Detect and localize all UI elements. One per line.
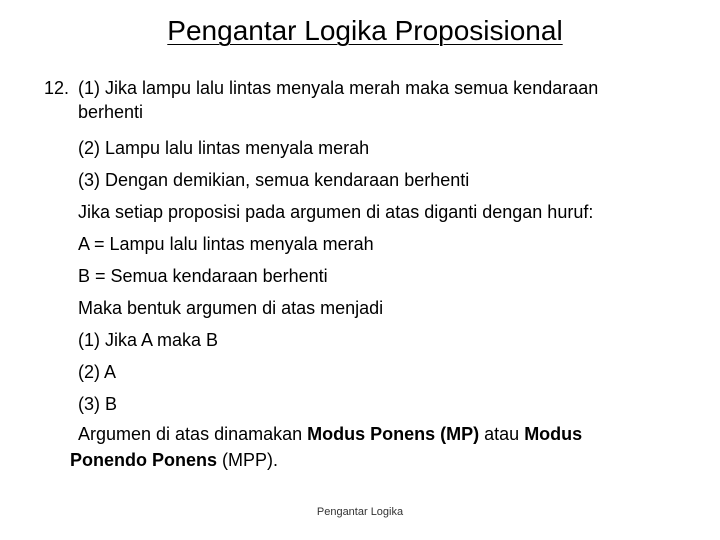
definition-a: A = Lampu lalu lintas menyala merah: [78, 234, 374, 254]
summary-line-2: [70, 448, 278, 472]
slide-footer: Pengantar Logika: [316, 506, 404, 518]
conclusion: (3) Dengan demikian, semua kendaraan berhenti: [78, 170, 470, 190]
form-conclusion: (3) B: [78, 394, 118, 414]
summary-line-1: [78, 422, 582, 446]
summary-suffix: (MPP).: [217, 450, 279, 470]
premise-1-line-2: berhenti: [78, 102, 144, 122]
form-premise-1: (1) Jika A maka B: [78, 330, 219, 350]
premise-2: (2) Lampu lalu lintas menyala merah: [78, 138, 370, 158]
premise-1-line-1: (1) Jika lampu lalu lintas menyala merah maka semua kendaraan: [78, 78, 599, 98]
summary-connector: atau: [479, 424, 525, 444]
summary-prefix: Argumen di atas dinamakan: [78, 424, 308, 444]
slide-title: Pengantar Logika Proposisional: [167, 15, 563, 46]
form-intro: Maka bentuk argumen di atas menjadi: [78, 298, 384, 318]
item-number: 12.: [44, 78, 70, 98]
definition-b: B = Semua kendaraan berhenti: [78, 266, 328, 286]
form-premise-2: (2) A: [78, 362, 117, 382]
substitution-intro: Jika setiap proposisi pada argumen di atas diganti dengan huruf:: [78, 202, 594, 222]
ponendo-ponens-term: Ponendo Ponens: [70, 450, 218, 470]
modus-word: Modus: [524, 424, 583, 444]
modus-ponens-term: Modus Ponens (MP): [307, 424, 480, 444]
